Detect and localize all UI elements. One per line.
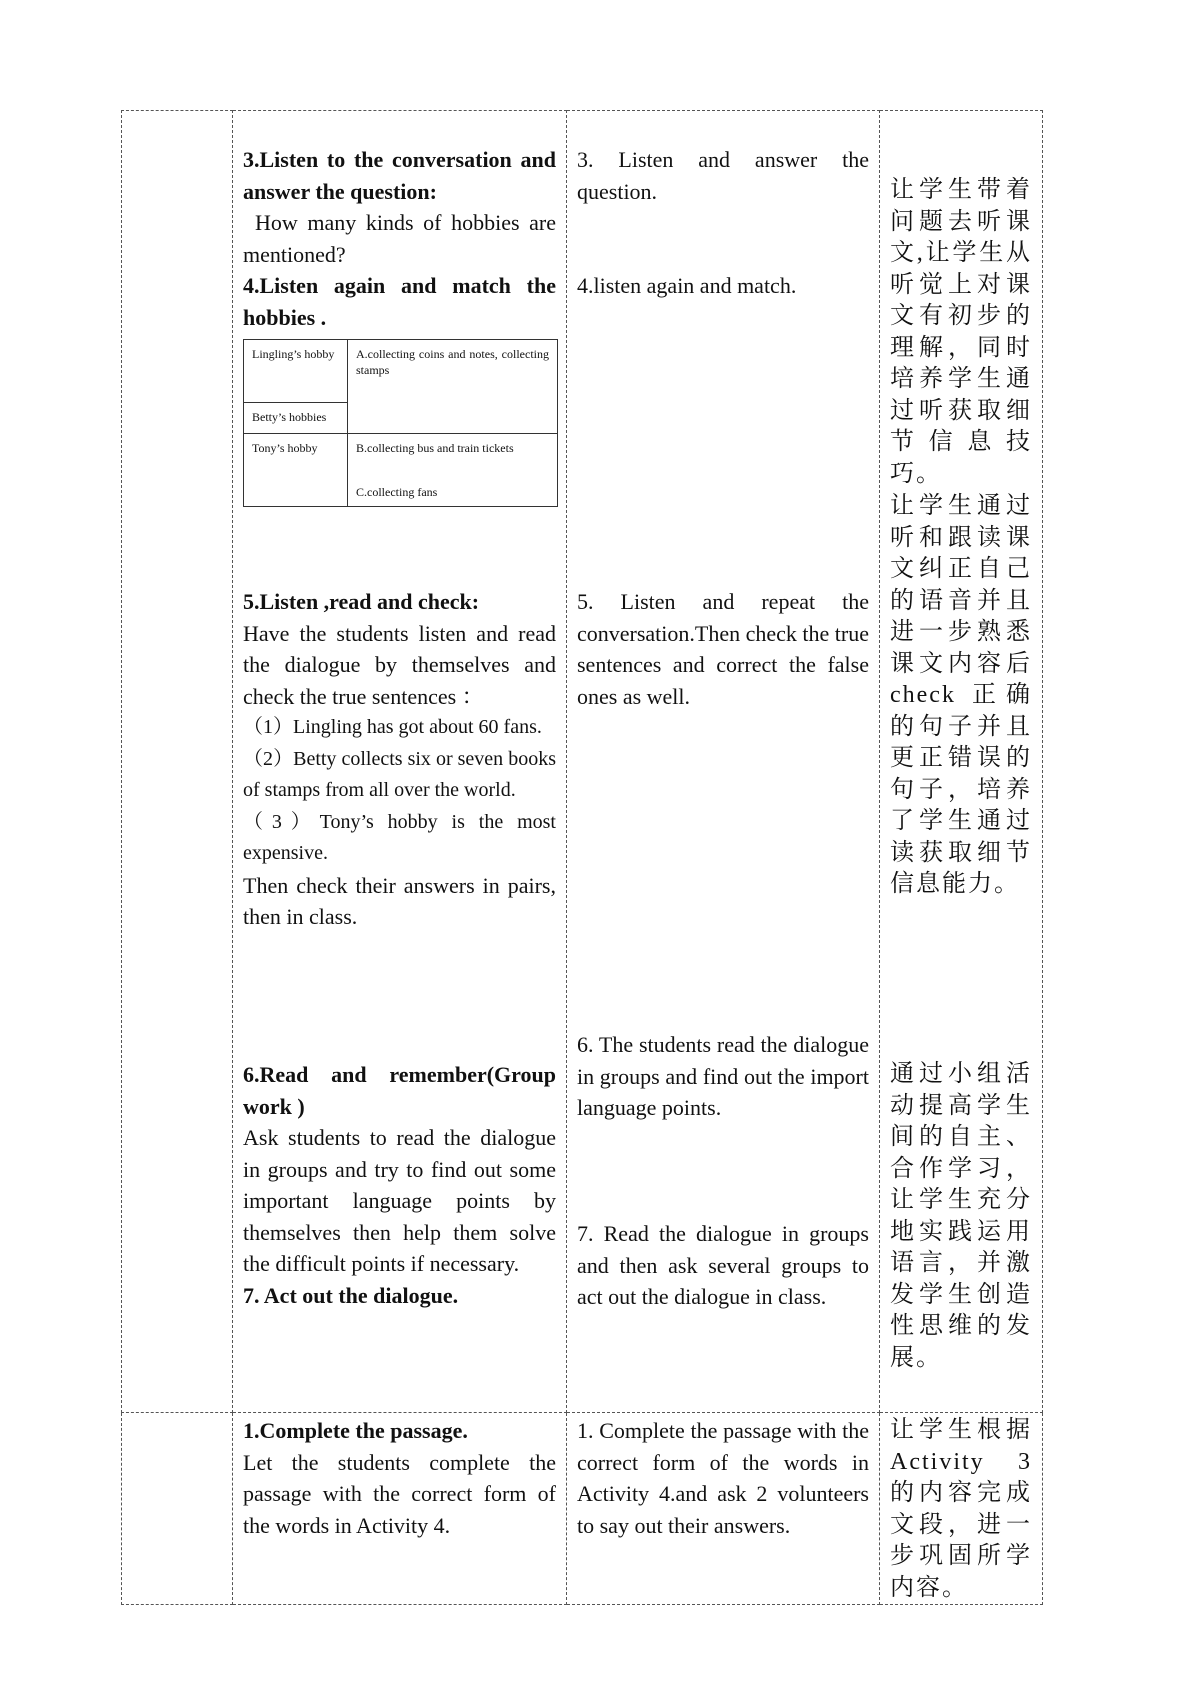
purpose-reading: 让学生通过听和跟读课文纠正自己的语音并且进一步熟悉课文内容后check 正确的句子并且更正错误的句子，培养了学生通过读获取细节信息能力。 — [890, 493, 1032, 897]
statement-3: （3）Tony’s hobby is the most expensive. — [243, 810, 556, 864]
lesson-plan-table-frame — [121, 110, 1042, 1601]
teacher-activities-cell — [233, 111, 567, 1413]
purpose-listening: 让学生带着问题去听课文,让学生从听觉上对课文有初步的理解，同时培养学生通过听获取细节信息技巧。 — [890, 177, 1032, 487]
step6-title: 6.Read and remember(Group work ) — [243, 1062, 556, 1119]
match-left-3: Tony’s hobby — [244, 434, 348, 507]
step7-title: 7. Act out the dialogue. — [243, 1282, 459, 1308]
complete-passage-text: Let the students complete the passage with the correct form of the words in Activity 4. — [243, 1449, 556, 1538]
table-row — [122, 1413, 1043, 1605]
statement-2: （2）Betty collects six or seven books of stamps from all over the world. — [243, 747, 556, 801]
match-right-a: A.collecting coins and notes, collecting stamps — [348, 340, 558, 434]
match-table — [243, 339, 558, 507]
stage-cell — [122, 111, 233, 1413]
match-right-c: C.collecting fans — [356, 485, 438, 499]
listen-section — [243, 144, 556, 507]
table-row — [244, 340, 558, 403]
step5-after: Then check their answers in pairs, then in class. — [243, 872, 556, 929]
student-step5: 5. Listen and repeat the conversation.Then check the true sentences and correct the false ones as well. — [577, 589, 869, 709]
check-section — [243, 586, 556, 933]
match-left-2: Betty’s hobbies — [244, 403, 348, 434]
step5-title: 5.Listen ,read and check: — [243, 589, 480, 614]
complete-passage-title: 1.Complete the passage. — [243, 1418, 468, 1443]
purpose-consolidation: 让学生根据 Activity 3 的内容完成文段，进一步巩固所学内容。 — [890, 1417, 1032, 1601]
step3-question: How many kinds of hobbies are mentioned? — [243, 210, 556, 267]
purpose-cell — [880, 1413, 1043, 1605]
stage-cell — [122, 1413, 233, 1605]
statement-1: （1）Lingling has got about 60 fans. — [243, 716, 542, 738]
match-right-bc — [348, 434, 558, 507]
table-row — [244, 434, 558, 507]
purpose-group-work: 通过小组活动提高学生间的自主、合作学习，让学生充分地实践运用语言，并激发学生创造性思维的发展。 — [890, 1061, 1032, 1371]
step6-text: Ask students to read the dialogue in groups and try to find out some important language points by themselves then help them solve the difficult points if necessary. — [243, 1125, 556, 1276]
match-left-1: Lingling’s hobby — [244, 340, 348, 403]
student-step7: 7. Read the dialogue in groups and then ask several groups to act out the dialogue in class. — [577, 1221, 869, 1309]
student-step4: 4.listen again and match. — [577, 273, 797, 298]
student-complete-passage: 1. Complete the passage with the correct form of the words in Activity 4.and ask 2 volunteers to say out their answers. — [577, 1418, 869, 1538]
group-work-section — [243, 1059, 556, 1311]
step4-title: 4.Listen again and match the hobbies . — [243, 273, 556, 330]
step5-text: Have the students listen and read the dialogue by themselves and check the true sentences ： — [243, 620, 556, 709]
student-step6: 6. The students read the dialogue in groups and find out the import language points. — [577, 1032, 869, 1120]
student-activities-cell — [567, 1413, 880, 1605]
complete-passage-section — [233, 1413, 566, 1541]
purpose-cell — [880, 111, 1043, 1413]
table-row — [122, 111, 1043, 1413]
student-activities-cell — [567, 111, 880, 1413]
lesson-plan-table — [121, 110, 1043, 1605]
student-step3: 3. Listen and answer the question. — [577, 147, 869, 204]
step3-title: 3.Listen to the conversation and answer the question: — [243, 147, 556, 204]
teacher-activities-cell — [233, 1413, 567, 1605]
match-right-b: B.collecting bus and train tickets — [356, 441, 514, 455]
